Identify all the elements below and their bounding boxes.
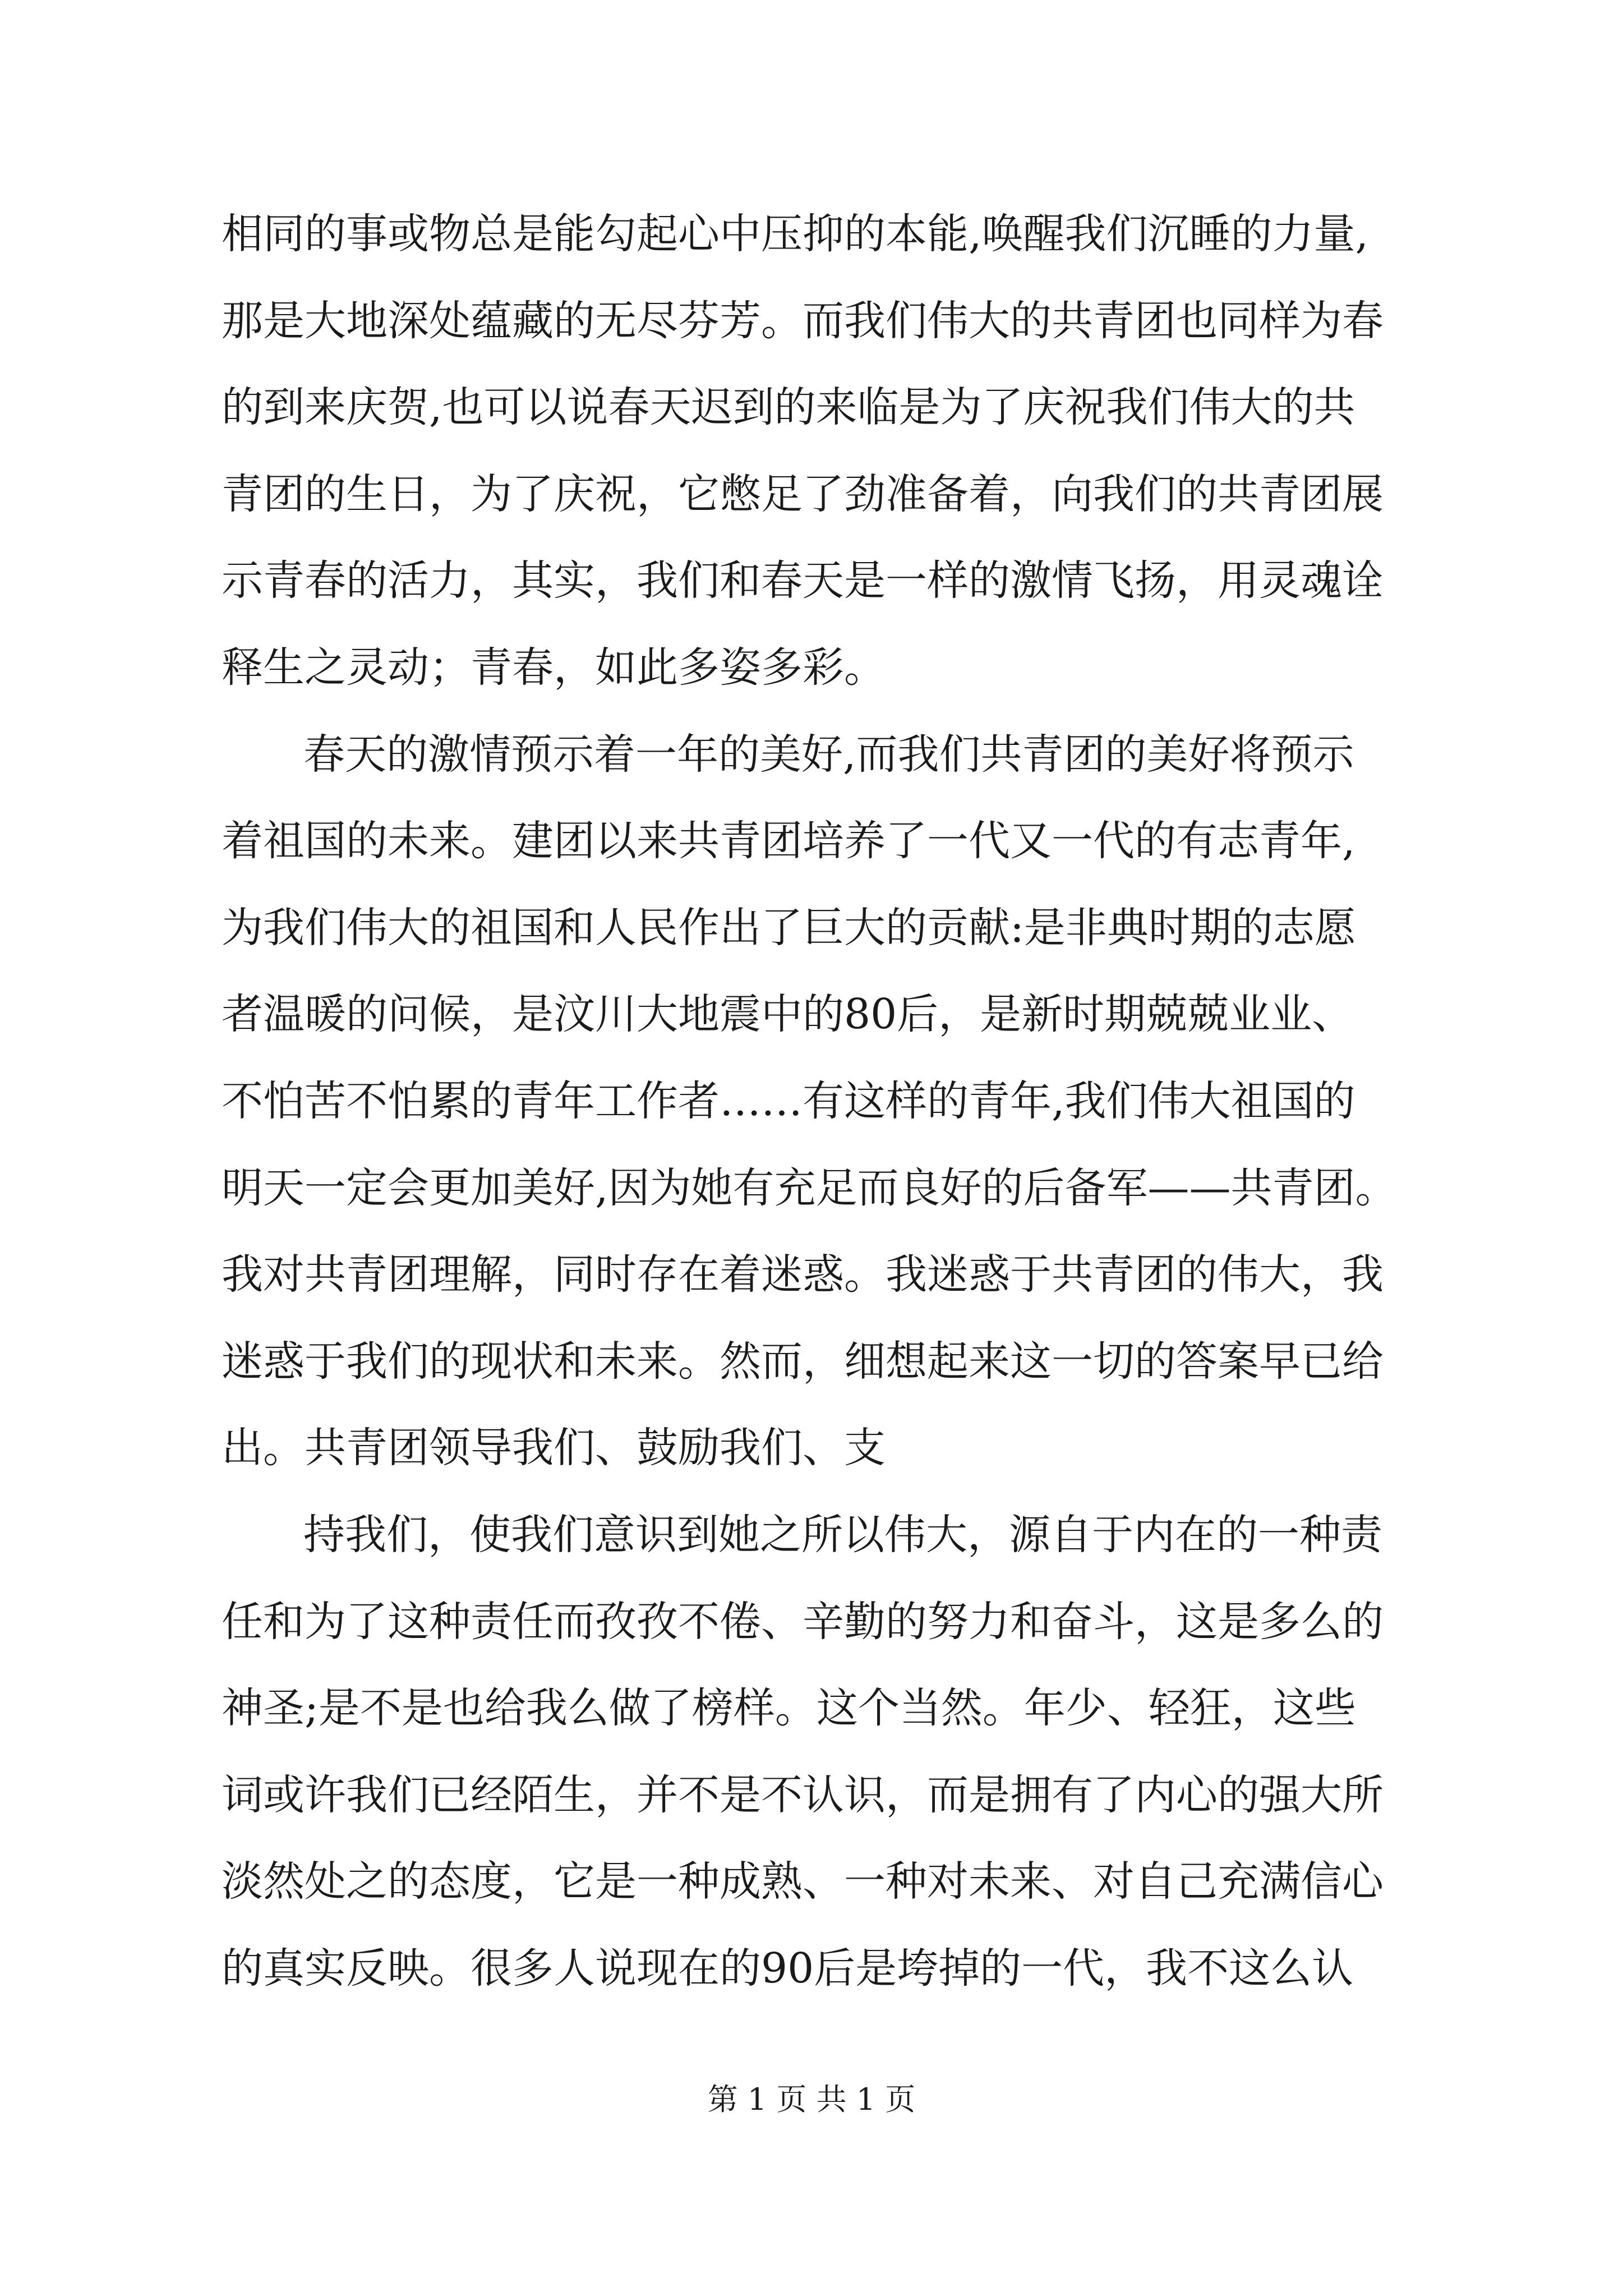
text-line: 示青春的活力，其实，我们和春天是一样的激情飞扬，用灵魂诠 <box>222 556 1384 605</box>
paragraph-first-line: 春天的激情预示着一年的美好,而我们共青团的美好将预示 <box>303 730 1354 779</box>
text-line: 淡然处之的态度，它是一种成熟、一种对未来、对自己充满信心 <box>222 1857 1384 1906</box>
page-number-label: 第 1 页 共 1 页 <box>707 2082 916 2117</box>
body-text <box>222 191 1427 2012</box>
text-line: 词或许我们已经陌生，并不是不认识，而是拥有了内心的强大所 <box>222 1770 1384 1819</box>
text-line: 的到来庆贺,也可以说春天迟到的来临是为了庆祝我们伟大的共 <box>222 383 1355 432</box>
text-line: 我对共青团理解，同时存在着迷惑。我迷惑于共青团的伟大，我 <box>222 1250 1384 1299</box>
paragraph-first-line: 持我们，使我们意识到她之所以伟大，源自于内在的一种责 <box>303 1510 1382 1559</box>
text-line: 为我们伟大的祖国和人民作出了巨大的贡献:是非典时期的志愿 <box>222 903 1356 952</box>
text-line: 青团的生日，为了庆祝，它憋足了劲准备着，向我们的共青团展 <box>222 470 1384 518</box>
text-line: 迷惑于我们的现状和未来。然而，细想起来这一切的答案早已给 <box>222 1337 1384 1386</box>
text-line: 者温暖的问候，是汶川大地震中的80后，是新时期兢兢业业、 <box>222 990 1354 1039</box>
page-footer <box>0 2076 1623 2119</box>
text-line: 释生之灵动；青春，如此多姿多彩。 <box>222 643 886 692</box>
text-line: 着祖国的未来。建团以来共青团培养了一代又一代的有志青年, <box>222 817 1355 866</box>
text-line: 相同的事或物总是能勾起心中压抑的本能,唤醒我们沉睡的力量, <box>222 210 1369 258</box>
text-line: 那是大地深处蕴藏的无尽芬芳。而我们伟大的共青团也同样为春 <box>222 296 1384 345</box>
text-line: 的真实反映。很多人说现在的90后是垮掉的一代，我不这么认 <box>222 1944 1354 1993</box>
text-line: 任和为了这种责任而孜孜不倦、辛勤的努力和奋斗，这是多么的 <box>222 1597 1384 1646</box>
text-line: 不怕苦不怕累的青年工作者……有这样的青年,我们伟大祖国的 <box>222 1076 1355 1125</box>
text-line: 出。共青团领导我们、鼓励我们、支 <box>222 1424 886 1473</box>
text-line: 神圣;是不是也给我么做了榜样。这个当然。年少、轻狂，这些 <box>222 1684 1356 1733</box>
text-line: 明天一定会更加美好,因为她有充足而良好的后备军——共青团。 <box>222 1163 1397 1212</box>
